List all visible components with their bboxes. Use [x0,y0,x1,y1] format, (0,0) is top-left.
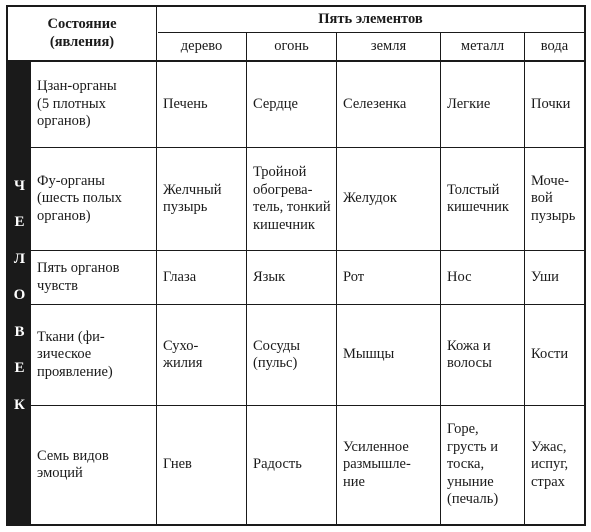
row-label: Семь видов эмоций [37,447,109,481]
five-elements-table [6,5,586,526]
element-wood: дерево [180,37,223,54]
side-letter: В [14,323,25,340]
table-cell: Горе, грусть и тоска, уныние (печаль) [447,421,499,508]
table-cell: Рот [343,268,365,285]
table-cell: Сухо- жилия [163,337,203,371]
row-label: Цзан-органы (5 плотных органов) [37,78,117,130]
table-cell: Желудок [343,190,397,207]
side-letter: Е [14,360,25,376]
row-label: Фу-органы (шесть полых органов) [37,172,122,224]
table-cell: Усиленное размышле- ние [343,438,411,490]
table-cell: Гнев [163,456,192,473]
table-cell: Печень [163,95,208,112]
table-cell: Моче- вой пузырь [531,172,576,224]
element-metal: металл [460,37,505,54]
table-cell: Ужас, испуг, страх [531,438,569,490]
table-cell: Язык [253,268,286,285]
table-cell: Толстый кишечник [447,181,509,215]
table-cell: Тройной обогрева- тель, тонкий кишечник [253,164,331,233]
table-cell: Кожа и волосы [447,337,492,371]
table-cell: Почки [531,95,571,112]
side-letter: Ч [13,177,25,194]
side-letter: К [14,396,25,413]
row-label: Пять органов чувств [37,260,120,294]
element-water: вода [540,37,569,54]
table-cell: Радость [253,456,302,473]
table-cell: Нос [447,268,472,285]
table-cell: Легкие [447,95,491,112]
table-cell: Сосуды (пульс) [253,337,300,371]
element-fire: огонь [274,37,309,54]
table-cell: Селезенка [343,95,407,112]
elements-title: Пять элементов [318,10,423,27]
table-cell: Глаза [163,268,197,285]
table-cell: Кости [531,346,569,363]
state-header: Состояние (явления) [47,16,117,50]
element-earth: земля [370,37,407,54]
table-cell: Мышцы [343,346,395,363]
table-cell: Желчный пузырь [163,181,222,215]
side-letter: Е [14,214,25,230]
table-cell: Сердце [253,95,298,112]
side-label-human [8,62,31,524]
side-letter: Л [13,250,26,267]
row-label: Ткани (фи- зическое проявление) [37,328,113,380]
table-cell: Уши [531,268,559,285]
side-letter: О [13,287,26,303]
